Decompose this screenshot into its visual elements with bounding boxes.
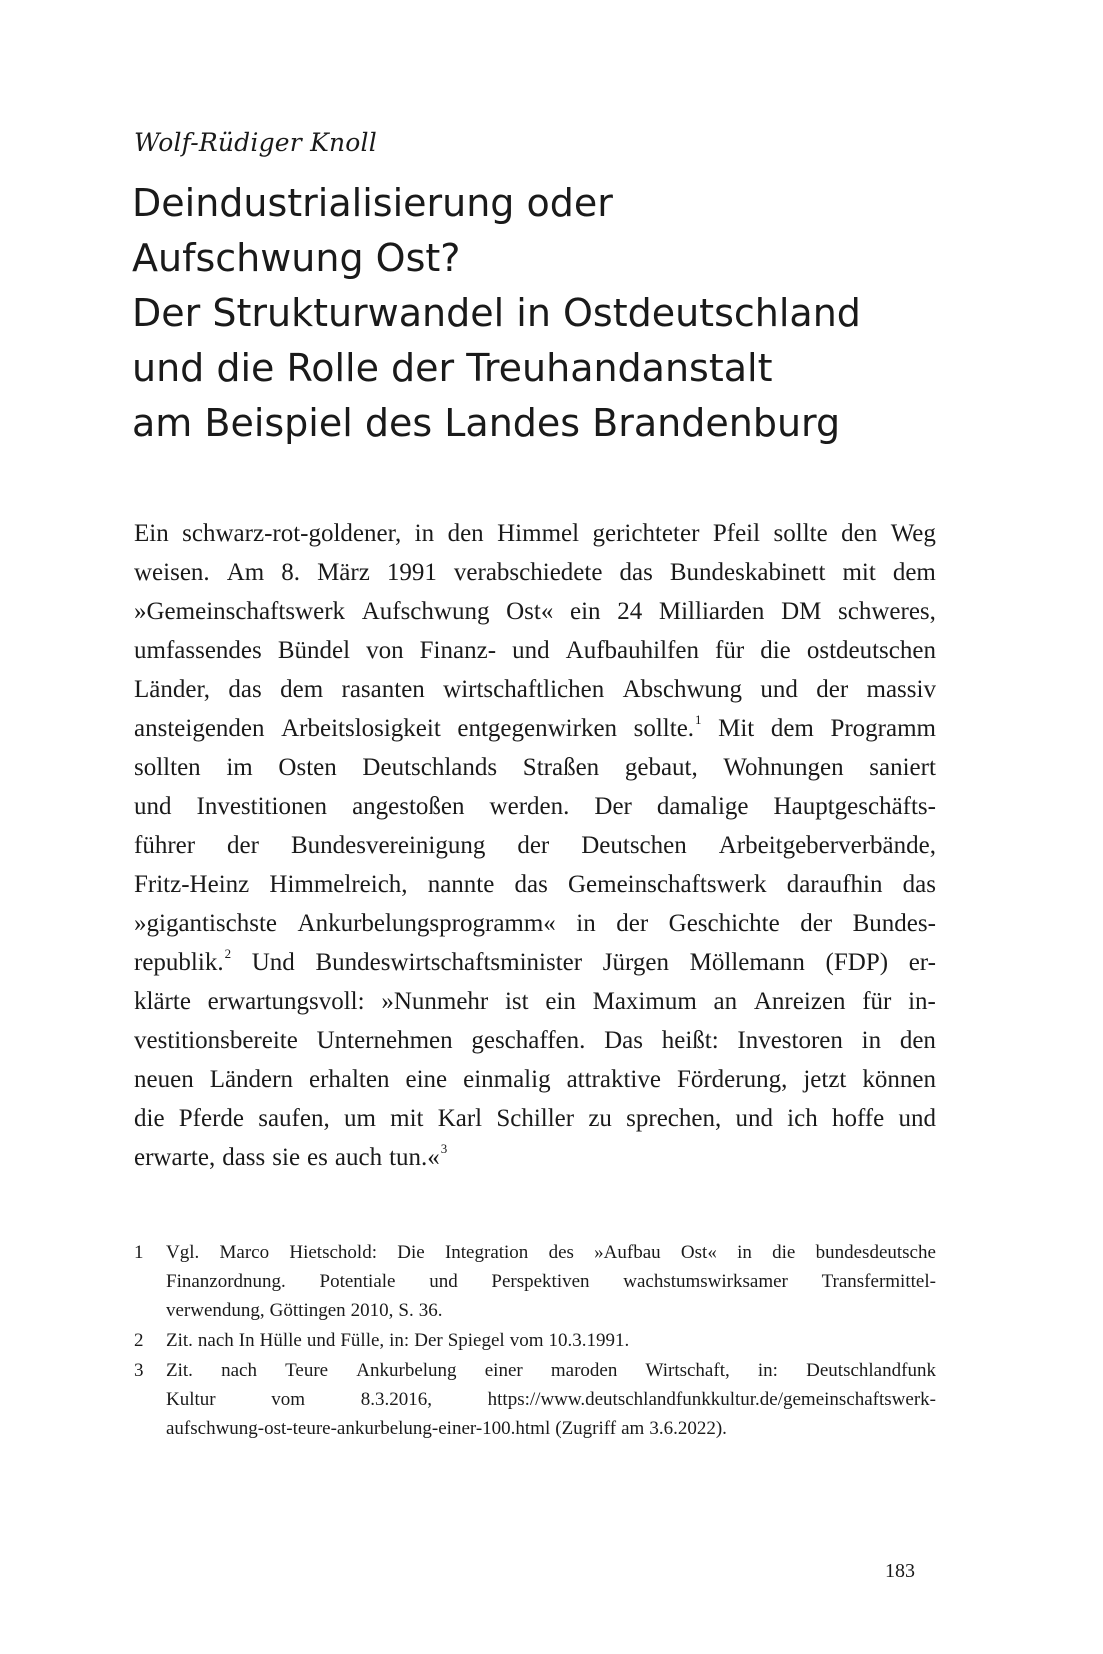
footnote-reference[interactable]: 2 [224,946,232,961]
body-line: klärte erwartungsvoll: »Nunmehr ist ein Maximum an Anreizen für in- [134,988,936,1015]
body-line: die Pferde saufen, um mit Karl Schiller zu sprechen, und ich hoffe und [134,1105,936,1132]
footnote-line: Kultur vom 8.3.2016, https://www.deutschlandfunkkultur.de/gemeinschaftswerk- [166,1389,936,1410]
footnotes [134,1238,936,1444]
footnote-line: aufschwung-ost-teure-ankurbelung-einer-100.html (Zugriff am 3.6.2022). [166,1418,727,1439]
body-line: Ein schwarz-rot-goldener, in den Himmel gerichteter Pfeil sollte den Weg [134,520,936,547]
body-line: »Gemeinschaftswerk Aufschwung Ost« ein 24 Milliarden DM schweres, [134,598,936,625]
chapter-author: Wolf-Rüdiger Knoll [134,128,377,157]
body-line: »gigantischste Ankurbelungsprogramm« in der Geschichte der Bundes- [134,910,936,937]
footnote-line: Finanzordnung. Potentiale und Perspektiven wachstumswirksamer Transfermittel- [166,1271,936,1292]
footnote-number: 3 [134,1360,144,1381]
body-line: Länder, das dem rasanten wirtschaftlichen Abschwung und der massiv [134,676,936,703]
body-line: erwarte, dass sie es auch tun.«$^3$ [134,1141,448,1171]
body-line: neuen Ländern erhalten eine einmalig attraktive Förderung, jetzt können [134,1066,936,1093]
body-text [134,514,936,1177]
footnote-line: Vgl. Marco Hietschold: Die Integration des »Aufbau Ost« in die bundesdeutsche [166,1242,936,1263]
title-line: und die Rolle der Treuhandanstalt [132,346,773,390]
body-line: weisen. Am 8. März 1991 verabschiedete das Bundeskabinett mit dem [134,559,936,586]
body-line: führer der Bundesvereinigung der Deutschen Arbeitgeberverbände, [134,832,936,859]
title-line: Der Strukturwandel in Ostdeutschland [132,291,861,335]
title-line: Deindustrialisierung oder [132,181,613,225]
title-line: Aufschwung Ost? [132,236,461,280]
footnote-line: Zit. nach In Hülle und Fülle, in: Der Spiegel vom 10.3.1991. [166,1330,630,1351]
body-line: sollten im Osten Deutschlands Straßen gebaut, Wohnungen saniert [134,754,936,781]
body-line: ansteigenden Arbeitslosigkeit entgegenwirken sollte.$^1$ Mit dem Programm [134,712,936,742]
title-line: am Beispiel des Landes Brandenburg [132,401,841,445]
footnote-item [134,1326,936,1355]
body-line: republik.$^2$ Und Bundeswirtschaftsminister Jürgen Möllemann (FDP) er- [134,946,936,976]
body-line: und Investitionen angestoßen werden. Der damalige Hauptgeschäfts- [134,793,936,820]
footnote-number: 2 [134,1330,144,1351]
footnote-reference[interactable]: 1 [695,712,702,727]
footnote-reference[interactable]: 3 [440,1141,448,1156]
body-line: Fritz-Heinz Himmelreich, nannte das Gemeinschaftswerk daraufhin das [134,871,936,898]
footnote-item [134,1356,936,1443]
chapter-title [132,176,1032,451]
footnote-item [134,1238,936,1325]
footnote-line: verwendung, Göttingen 2010, S. 36. [166,1300,443,1321]
footnote-line: Zit. nach Teure Ankurbelung einer maroden Wirtschaft, in: Deutschlandfunk [166,1360,936,1381]
page-number: 183 [885,1560,915,1582]
body-line: umfassendes Bündel von Finanz- und Aufbauhilfen für die ostdeutschen [134,637,936,664]
footnote-number: 1 [134,1242,144,1263]
body-line: vestitionsbereite Unternehmen geschaffen. Das heißt: Investoren in den [134,1027,936,1054]
